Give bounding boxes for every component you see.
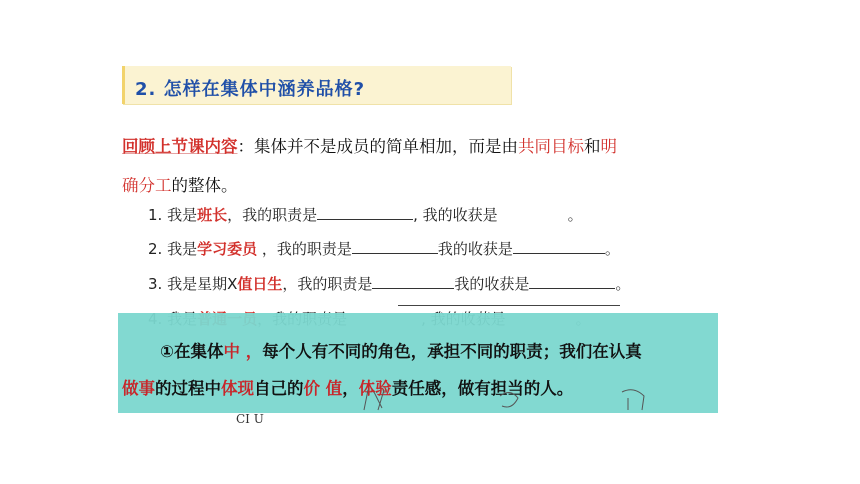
keyword-division-b: 确分工 [122, 176, 172, 195]
list-item [148, 273, 630, 294]
item-gain-label: 我的收获是 [454, 275, 530, 293]
item-prefix: 1. 我是 [148, 206, 198, 224]
item-duty-label: ，我的职责是 [282, 275, 373, 293]
item-prefix: 2. 我是 [148, 240, 198, 258]
item-duty-label: ，我的职责是 [257, 240, 352, 258]
review-paragraph [122, 127, 702, 205]
item-gain-label: , 我的收获是 [413, 206, 498, 224]
duty-blank[interactable] [372, 274, 454, 289]
summary-text: 每个人有不同的角色，承担不同的职责；我们在认真 [262, 342, 642, 361]
summary-keyword: 价 值 [303, 379, 343, 398]
summary-keyword: 体验 [358, 379, 392, 398]
section-title: 2. 怎样在集体中涵养品格? [135, 79, 366, 100]
review-and: 和 [584, 137, 601, 156]
item-role: 班长 [197, 206, 228, 224]
gain-blank[interactable] [513, 239, 605, 254]
summary-keyword: 体现 [221, 379, 254, 398]
summary-text: ， [342, 379, 359, 398]
item-role: 值日生 [237, 275, 283, 293]
duty-blank[interactable] [317, 205, 413, 220]
review-label: 回顾上节课内容 [122, 137, 238, 156]
item-end: 。 [615, 275, 631, 293]
summary-text: ①在集体 [160, 342, 224, 361]
item-prefix: 3. 我是星期X [148, 275, 238, 293]
summary-keyword: 做事 [122, 379, 155, 398]
review-text-2: 的整体。 [171, 176, 238, 195]
summary-text: 的过程中 [155, 379, 221, 398]
section-title-bar [122, 66, 511, 104]
review-text-1: 集体并不是成员的简单相加，而是由 [254, 137, 518, 156]
list-item [148, 204, 583, 225]
item-end: 。 [567, 206, 583, 224]
summary-text: 自己的 [254, 379, 304, 398]
item-role: 学习委员 [197, 240, 258, 258]
item-end: 。 [604, 240, 620, 258]
summary-keyword: 中 ， [223, 342, 263, 361]
duty-blank[interactable] [352, 239, 438, 254]
scribble-text: CI U [236, 412, 264, 426]
keyword-division-a: 明 [600, 137, 617, 156]
list-item [148, 238, 620, 259]
keyword-common-goal: 共同目标 [518, 137, 584, 156]
handwritten-line [398, 305, 620, 306]
item-gain-label: 我的收获是 [437, 240, 513, 258]
gain-blank[interactable] [529, 274, 615, 289]
summary-text: 责任感，做有担当的人。 [391, 379, 574, 398]
item-duty-label: ，我的职责是 [227, 206, 318, 224]
handwriting-sketch [360, 386, 660, 414]
review-colon: ： [237, 137, 254, 156]
